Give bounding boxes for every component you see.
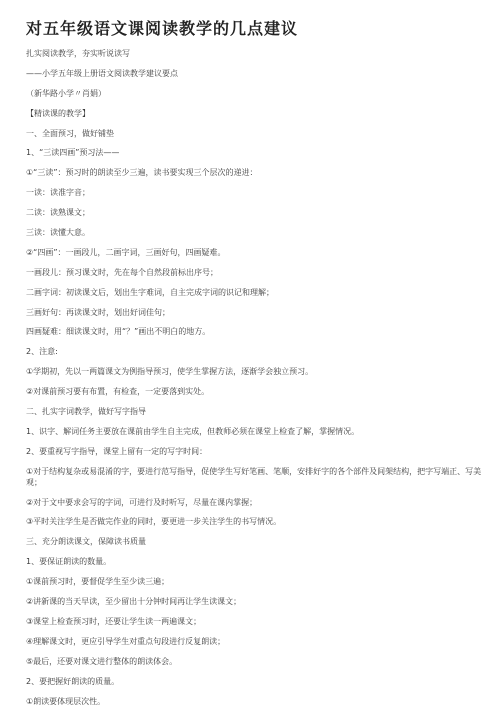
- paragraph: 1、要保证朗读的数量。: [26, 557, 112, 567]
- section-heading: 一、全面预习，做好铺垫: [26, 128, 114, 138]
- section-heading: 三、充分朗读课文，保障读书质量: [26, 537, 146, 547]
- paragraph: 三画好句：再读课文时，划出好词佳句；: [26, 307, 170, 317]
- paragraph: ⑤最后，还要对课文进行整体的朗读体会。: [26, 656, 178, 666]
- paragraph: ①对于结构复杂或易混淆的字，要进行范写指导，促使学生写好笔画、笔顺，安排好字的各个部件及间架结构，把字写端正、写美观；: [26, 466, 482, 487]
- document-title: 对五年级语文课阅读教学的几点建议: [26, 19, 299, 38]
- author-line: （新华路小学〃肖娟）: [26, 88, 106, 98]
- section-heading: 二、扎实字词教学，做好写字指导: [26, 407, 146, 417]
- paragraph: 2、要把握好朗读的质量。: [26, 676, 120, 686]
- section-label: 【精读课的教学】: [26, 108, 90, 118]
- paragraph: ②对课前预习要有布置，有检查，一定要落到实处。: [26, 387, 210, 397]
- paragraph: 2、要重视写字指导，课堂上留有一定的写字时间：: [26, 446, 208, 456]
- paragraph: ③平时关注学生是否做完作业的同时，要更进一步关注学生的书写情况。: [26, 517, 282, 527]
- document-page: [26, 18, 492, 715]
- paragraph: ②讲新课的当天早读，至少留出十分钟时间再让学生读课文；: [26, 597, 242, 607]
- paragraph: 二画字词：初读课文后，划出生字难词，自主完成字词的识记和理解；: [26, 287, 274, 297]
- paragraph: 二读：读熟课文；: [26, 208, 90, 218]
- paragraph: ②对于文中要求会写的字词，可进行及时听写，尽量在课内掌握；: [26, 497, 258, 507]
- subtitle: 扎实阅读教学，夯实听说读写: [26, 49, 130, 58]
- paragraph: 1、识字、解词任务主要放在课前由学生自主完成，但教师必须在课堂上检查了解，掌握情况。: [26, 426, 360, 436]
- paragraph: 四画疑难：细读课文时，用“？”画出不明白的地方。: [26, 327, 211, 337]
- paragraph: ③课堂上检查预习时，还要让学生读一两遍课文；: [26, 616, 202, 626]
- paragraph: 三读：读懂大意。: [26, 228, 90, 238]
- subheading: ——小学五年级上册语文阅读教学建议要点: [26, 68, 178, 78]
- paragraph: ①课前预习时，要督促学生至少读三遍；: [26, 577, 170, 587]
- paragraph: 2、注意:: [26, 347, 58, 357]
- document-body: [26, 48, 492, 707]
- paragraph: ④理解课文时，更应引导学生对重点句段进行反复朗读；: [26, 636, 226, 646]
- paragraph: 1、“三读四画”预习法——: [26, 148, 120, 158]
- paragraph: 一画段儿：预习课文时，先在每个自然段前标出序号；: [26, 267, 218, 277]
- paragraph: ②“四画”：一画段儿，二画字词，三画好句，四画疑难。: [26, 247, 226, 257]
- paragraph: ①“三读”：预习时的朗读至少三遍，读书要实现三个层次的递进：: [26, 168, 258, 178]
- paragraph: ①学期初，先以一两篇课文为例指导预习，使学生掌握方法，逐渐学会独立预习。: [26, 367, 314, 377]
- paragraph: 一读：读准字音；: [26, 188, 90, 198]
- paragraph: ①朗读要体现层次性。: [26, 696, 106, 706]
